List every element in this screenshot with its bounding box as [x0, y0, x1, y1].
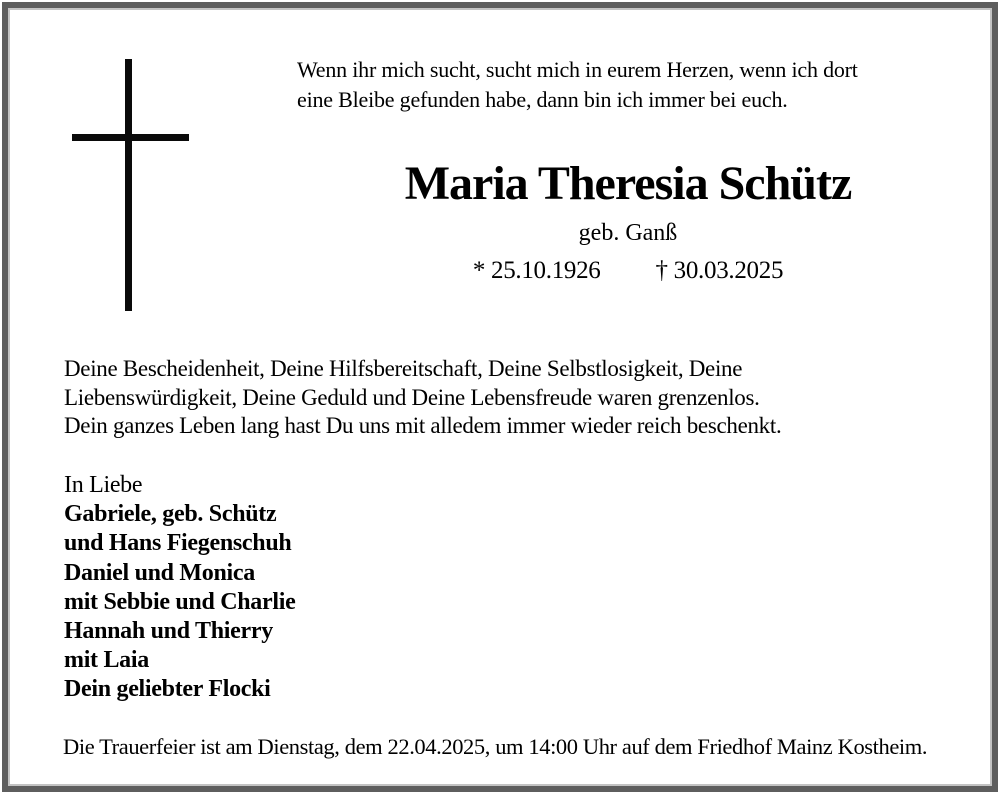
- inner-frame-border: [8, 8, 992, 786]
- tribute-line: Liebenswürdigkeit, Deine Geduld und Deine Lebensfreude waren grenzenlos.: [64, 384, 760, 410]
- tribute-line: Dein ganzes Leben lang hast Du uns mit alledem immer wieder reich beschenkt.: [64, 413, 782, 438]
- mourner-name: Hannah und Thierry: [64, 618, 273, 645]
- outer-frame-border: [2, 2, 998, 792]
- mourners-list: [64, 471, 295, 705]
- quote-line: Wenn ihr mich sucht, sucht mich in eurem Herzen, wenn ich dort: [297, 57, 858, 82]
- mourner-name: und Hans Fiegenschuh: [64, 530, 292, 557]
- quote-line: eine Bleibe gefunden habe, dann bin ich immer bei euch.: [297, 87, 788, 112]
- cross-vertical-bar: [125, 59, 132, 311]
- memorial-quote: [297, 55, 858, 115]
- funeral-announcement: Die Trauerfeier ist am Dienstag, dem 22.04.2025, um 14:00 Uhr auf dem Friedhof Mainz Kostheim.: [63, 734, 928, 759]
- mourner-name: mit Laia: [64, 647, 149, 674]
- mourner-name: mit Sebbie und Charlie: [64, 588, 296, 615]
- tribute-text: [64, 355, 781, 441]
- cross-horizontal-bar: [72, 134, 189, 141]
- mourner-name: Dein geliebter Flocki: [64, 676, 271, 703]
- life-dates: [297, 257, 959, 285]
- deceased-header: [297, 157, 959, 285]
- mourner-name: Gabriele, geb. Schütz: [64, 501, 277, 528]
- tribute-line: Deine Bescheidenheit, Deine Hilfsbereitschaft, Deine Selbstlosigkeit, Deine: [64, 356, 743, 381]
- notice-content: [21, 21, 979, 773]
- maiden-name: geb. Ganß: [578, 220, 678, 246]
- birth-date: * 25.10.1926: [472, 257, 601, 284]
- death-date: † 30.03.2025: [655, 257, 784, 284]
- mourner-name: Daniel und Monica: [64, 559, 255, 586]
- deceased-name: Maria Theresia Schütz: [404, 157, 852, 210]
- mourners-intro: In Liebe: [64, 472, 143, 498]
